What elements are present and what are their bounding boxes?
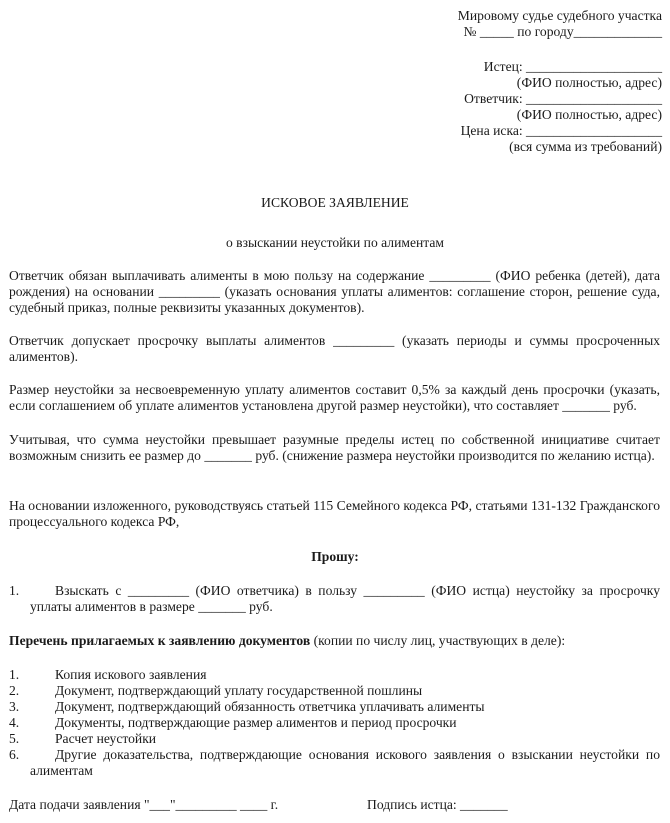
paragraph-delay: Ответчик допускает просрочку выплаты алиментов _________ (указать периоды и суммы просроченных алиментов). xyxy=(9,333,660,364)
attachment-item: Расчет неустойки xyxy=(55,731,157,746)
claim-price-line: Цена иска: ____________________ xyxy=(460,123,662,138)
court-line-1: Мировому судье судебного участка xyxy=(457,8,662,23)
defendant-line: Ответчик: ____________________ xyxy=(464,91,662,106)
plaintiff-line: Истец: ____________________ xyxy=(483,59,662,74)
paragraph-penalty-reduction: Учитывая, что сумма неустойки превышает разумные пределы истец по собственной инициативе считает возможным снизить ее размер до _______ руб. (снижение размера неустойки производится по желанию истца). xyxy=(9,432,660,463)
request-item-text: Взыскать с _________ (ФИО ответчика) в пользу _________ (ФИО истца) неустойку за просрочку уплаты алиментов в размере _______ руб. xyxy=(30,583,660,614)
attachment-number: 3. xyxy=(9,699,20,714)
attachment-number: 5. xyxy=(9,731,20,746)
document-subtitle: о взыскании неустойки по алиментам xyxy=(225,235,445,250)
defendant-hint: (ФИО полностью, адрес) xyxy=(516,107,662,122)
paragraph-legal-basis: На основании изложенного, руководствуясь статьей 115 Семейного кодекса РФ, статьями 131-132 Гражданского процессуального кодекса РФ, xyxy=(9,498,660,529)
attachment-number: 2. xyxy=(9,683,20,698)
attachments-heading-bold: Перечень прилагаемых к заявлению документов xyxy=(9,633,311,648)
addressee-block xyxy=(0,8,662,155)
filing-date-line: Дата подачи заявления "___"_________ ____ г. xyxy=(9,797,279,812)
document-title: ИСКОВОЕ ЗАЯВЛЕНИЕ xyxy=(261,195,409,210)
plaintiff-signature-line: Подпись истца: _______ xyxy=(367,797,508,812)
court-line-2: № _____ по городу_____________ xyxy=(463,24,662,39)
claim-price-hint: (вся сумма из требований) xyxy=(509,139,662,154)
attachment-number: 6. xyxy=(9,747,20,762)
attachment-item: Документ, подтверждающий обязанность ответчика уплачивать алименты xyxy=(55,699,485,714)
attachments-heading xyxy=(9,633,565,649)
attachment-item: Документ, подтверждающий уплату государственной пошлины xyxy=(55,683,423,698)
attachment-item: Другие доказательства, подтверждающие основания искового заявления о взыскании неустойки по алиментам xyxy=(30,747,660,778)
request-heading: Прошу: xyxy=(311,549,359,564)
request-item-number: 1. xyxy=(9,583,20,598)
attachment-item: Копия искового заявления xyxy=(55,667,207,682)
paragraph-penalty-size: Размер неустойки за несвоевременную уплату алиментов составит 0,5% за каждый день просрочки (указать, если соглашением об уплате алиментов установлена другой размер неустойки), что составляет _______ руб. xyxy=(9,382,660,413)
plaintiff-hint: (ФИО полностью, адрес) xyxy=(516,75,662,90)
attachments-heading-rest: (копии по числу лиц, участвующих в деле): xyxy=(310,633,566,648)
paragraph-obligation: Ответчик обязан выплачивать алименты в мою пользу на содержание _________ (ФИО ребенка (детей), дата рождения) на основании _________ (указать основания уплаты алиментов: соглашение сторон, решение суда, судебный приказ, полные реквизиты указанных документов). xyxy=(9,268,660,315)
attachment-number: 4. xyxy=(9,715,20,730)
attachment-item: Документы, подтверждающие размер алиментов и период просрочки xyxy=(55,715,457,730)
attachment-number: 1. xyxy=(9,667,20,682)
